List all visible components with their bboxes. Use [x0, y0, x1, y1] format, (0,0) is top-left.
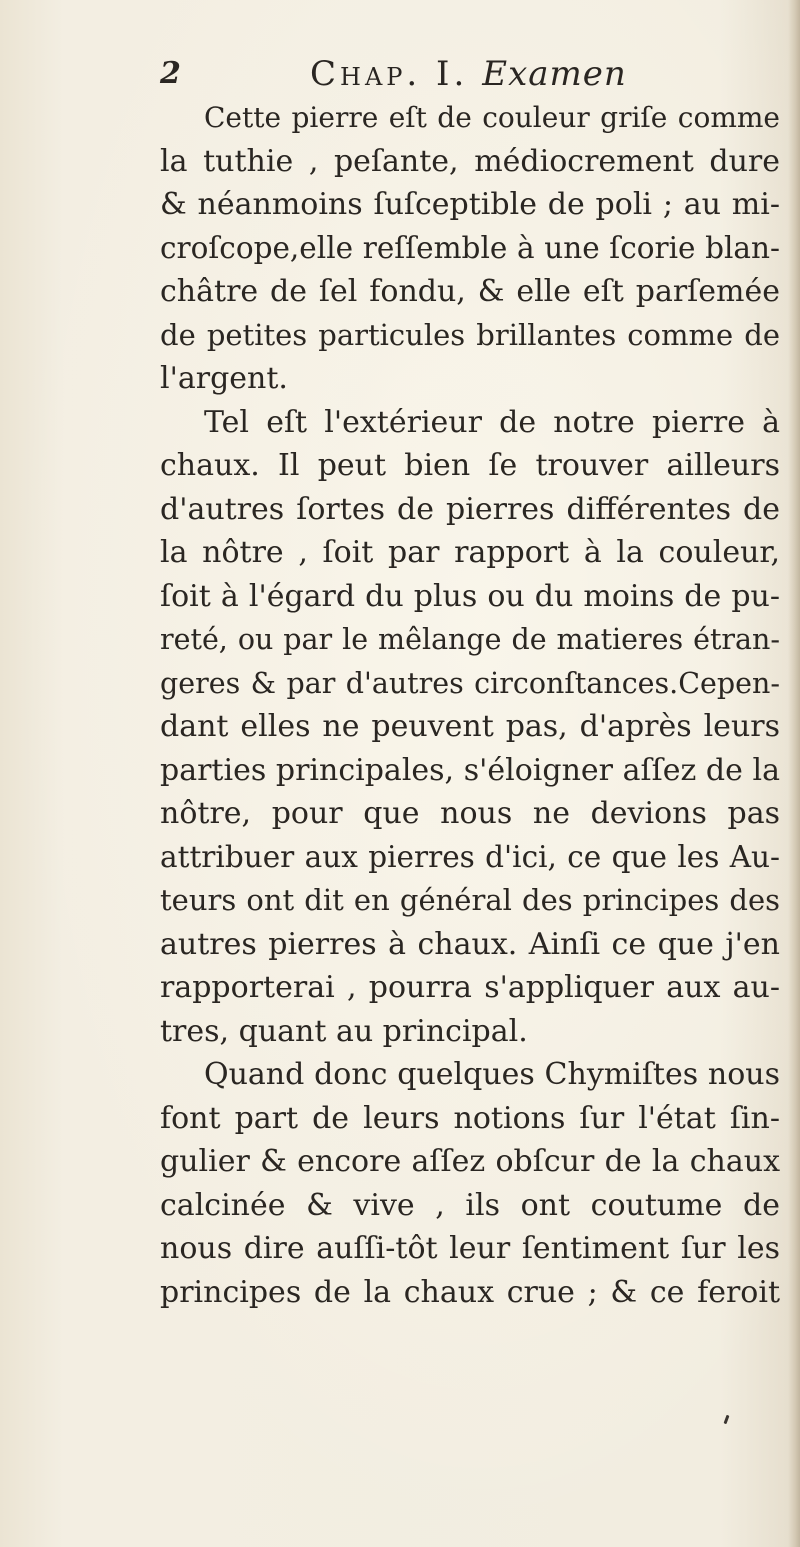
text-line: principes de la chaux crue ; & ce feroit: [160, 1274, 780, 1310]
text-line: croſcope,elle reſſemble à une ſcorie blan-: [160, 230, 780, 265]
text-line: la tuthie , peſante, médiocrement dure: [160, 143, 780, 179]
running-head: [310, 54, 627, 94]
text-line: dant elles ne peuvent pas, d'après leurs: [160, 709, 780, 744]
text-line: Tel eſt l'extérieur de notre pierre à: [204, 404, 780, 440]
text-line: la nôtre , ſoit par rapport à la couleur,: [160, 535, 780, 570]
text-line: Cette pierre eſt de couleur griſe comme: [204, 101, 780, 134]
chapter-label: Chap. I.: [310, 54, 469, 94]
section-title: Examen: [482, 54, 627, 94]
body-text: [160, 96, 780, 1314]
text-line: ſoit à l'égard du plus ou du moins de pu-: [160, 578, 780, 614]
text-line: l'argent.: [160, 361, 288, 396]
text-line: Quand donc quelques Chymiſtes nous: [204, 1057, 780, 1092]
text-line: d'autres ſortes de pierres différentes de: [160, 491, 780, 527]
text-line: teurs ont dit en général des principes des: [160, 883, 780, 917]
text-line: gulier & encore aſſez obſcur de la chaux: [160, 1144, 780, 1179]
text-line: de petites particules brillantes comme de: [160, 317, 780, 352]
page-number: 2: [160, 56, 181, 91]
text-line: geres & par d'autres circonſtances.Cepen-: [160, 666, 780, 700]
text-line: font part de leurs notions ſur l'état ſin-: [160, 1100, 780, 1136]
text-line: attribuer aux pierres d'ici, ce que les Au-: [160, 839, 780, 874]
text-line: reté, ou par le mêlange de matieres étran-: [160, 623, 780, 656]
text-line: chaux. Il peut bien ſe trouver ailleurs: [160, 448, 780, 483]
text-line: parties principales, s'éloigner aſſez de la: [160, 752, 780, 788]
text-line: autres pierres à chaux. Ainſi ce que j'en: [160, 926, 780, 962]
ink-speck: [724, 1415, 730, 1424]
text-line: tres, quant au principal.: [160, 1013, 528, 1049]
text-line: nôtre, pour que nous ne devions pas: [160, 796, 780, 831]
text-line: châtre de ſel fondu, & elle eſt parſemée: [160, 274, 780, 309]
text-line: nous dire auſſi-tôt leur ſentiment ſur les: [160, 1231, 780, 1266]
page-edge-shadow: [788, 0, 800, 1547]
text-line: & néanmoins ſuſceptible de poli ; au mi-: [160, 187, 780, 222]
page-header: [160, 50, 760, 100]
text-line: rapporterai , pourra s'appliquer aux au-: [160, 970, 780, 1005]
text-line: calcinée & vive , ils ont coutume de: [160, 1187, 780, 1223]
